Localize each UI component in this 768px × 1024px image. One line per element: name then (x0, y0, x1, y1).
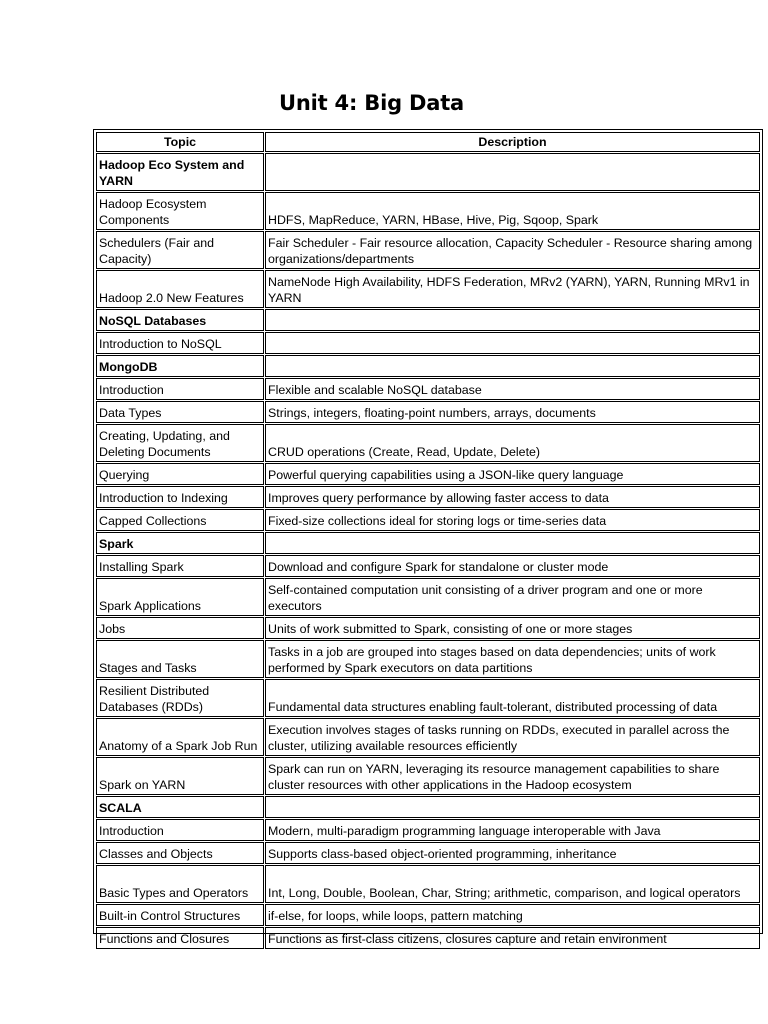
description-cell (265, 153, 760, 191)
topic-cell: Basic Types and Operators (96, 865, 264, 903)
description-cell: Flexible and scalable NoSQL database (265, 378, 760, 400)
table-row (96, 865, 760, 903)
description-cell: Execution involves stages of tasks running on RDDs, executed in parallel across the cluster, utilizing available resources efficiently (265, 718, 760, 756)
description-cell: if-else, for loops, while loops, pattern matching (265, 904, 760, 926)
header-topic: Topic (96, 132, 264, 152)
page-title: Unit 4: Big Data (279, 91, 465, 115)
description-cell: Fundamental data structures enabling fault-tolerant, distributed processing of data (265, 679, 760, 717)
description-cell: Int, Long, Double, Boolean, Char, String; arithmetic, comparison, and logical operators (265, 865, 760, 903)
table-row (96, 842, 760, 864)
description-cell: Spark can run on YARN, leveraging its resource management capabilities to share cluster resources with other applications in the Hadoop ecosystem (265, 757, 760, 795)
description-cell: Strings, integers, floating-point numbers, arrays, documents (265, 401, 760, 423)
description-cell: CRUD operations (Create, Read, Update, Delete) (265, 424, 760, 462)
description-cell: Modern, multi-paradigm programming language interoperable with Java (265, 819, 760, 841)
table-row (96, 718, 760, 756)
topic-cell: Installing Spark (96, 555, 264, 577)
topic-cell: Jobs (96, 617, 264, 639)
description-cell: Powerful querying capabilities using a JSON-like query language (265, 463, 760, 485)
section-title-cell: NoSQL Databases (96, 309, 264, 331)
table-row (96, 757, 760, 795)
header-description: Description (265, 132, 760, 152)
table-row (96, 819, 760, 841)
table-row (96, 555, 760, 577)
topic-cell: Capped Collections (96, 509, 264, 531)
topic-cell: Introduction (96, 819, 264, 841)
table-header-row (96, 132, 760, 152)
section-title-cell: Hadoop Eco System and YARN (96, 153, 264, 191)
description-cell: NameNode High Availability, HDFS Federation, MRv2 (YARN), YARN, Running MRv1 in YARN (265, 270, 760, 308)
topic-cell: Introduction to Indexing (96, 486, 264, 508)
section-row (96, 532, 760, 554)
section-title-cell: MongoDB (96, 355, 264, 377)
topic-cell: Functions and Closures (96, 927, 264, 949)
table-row (96, 578, 760, 616)
table-row (96, 270, 760, 308)
table-row (96, 486, 760, 508)
table-body (96, 153, 760, 949)
description-cell: Download and configure Spark for standalone or cluster mode (265, 555, 760, 577)
description-cell (265, 332, 760, 354)
description-cell: Self-contained computation unit consisting of a driver program and one or more executors (265, 578, 760, 616)
description-cell (265, 532, 760, 554)
topic-cell: Schedulers (Fair and Capacity) (96, 231, 264, 269)
section-title-cell: Spark (96, 532, 264, 554)
table-row (96, 904, 760, 926)
topic-cell: Stages and Tasks (96, 640, 264, 678)
table-row (96, 424, 760, 462)
table-row (96, 401, 760, 423)
table-row (96, 679, 760, 717)
section-row (96, 796, 760, 818)
topic-cell: Querying (96, 463, 264, 485)
description-cell: Tasks in a job are grouped into stages based on data dependencies; units of work performed by Spark executors on data partitions (265, 640, 760, 678)
table-row (96, 640, 760, 678)
table-row (96, 463, 760, 485)
description-cell (265, 355, 760, 377)
topic-cell: Resilient Distributed Databases (RDDs) (96, 679, 264, 717)
topic-cell: Introduction (96, 378, 264, 400)
topic-cell: Introduction to NoSQL (96, 332, 264, 354)
topic-cell: Classes and Objects (96, 842, 264, 864)
table-row (96, 509, 760, 531)
section-title-cell: SCALA (96, 796, 264, 818)
topic-cell: Built-in Control Structures (96, 904, 264, 926)
topic-cell: Hadoop 2.0 New Features (96, 270, 264, 308)
table-row (96, 617, 760, 639)
topic-cell: Hadoop Ecosystem Components (96, 192, 264, 230)
topics-table (95, 131, 761, 950)
topic-cell: Data Types (96, 401, 264, 423)
section-row (96, 153, 760, 191)
description-cell: Functions as first-class citizens, closures capture and retain environment (265, 927, 760, 949)
description-cell: Units of work submitted to Spark, consisting of one or more stages (265, 617, 760, 639)
description-cell: HDFS, MapReduce, YARN, HBase, Hive, Pig, Sqoop, Spark (265, 192, 760, 230)
table-row (96, 927, 760, 949)
table-row (96, 192, 760, 230)
section-row (96, 355, 760, 377)
description-cell: Fair Scheduler - Fair resource allocation, Capacity Scheduler - Resource sharing among organizations/departments (265, 231, 760, 269)
table-row (96, 378, 760, 400)
table-row (96, 231, 760, 269)
topic-cell: Spark on YARN (96, 757, 264, 795)
topic-cell: Creating, Updating, and Deleting Documents (96, 424, 264, 462)
description-cell: Supports class-based object-oriented programming, inheritance (265, 842, 760, 864)
description-cell (265, 309, 760, 331)
description-cell: Fixed-size collections ideal for storing logs or time-series data (265, 509, 760, 531)
description-cell: Improves query performance by allowing faster access to data (265, 486, 760, 508)
table-row (96, 332, 760, 354)
description-cell (265, 796, 760, 818)
topic-cell: Anatomy of a Spark Job Run (96, 718, 264, 756)
section-row (96, 309, 760, 331)
topic-cell: Spark Applications (96, 578, 264, 616)
